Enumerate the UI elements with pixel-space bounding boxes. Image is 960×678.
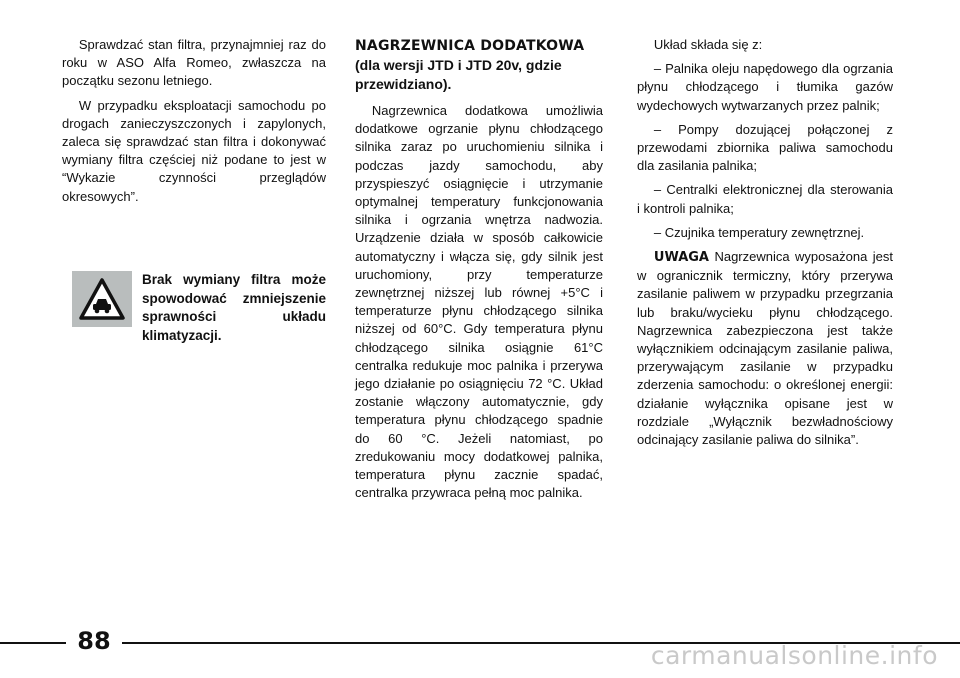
middle-column [355, 36, 603, 508]
filter-check-paragraph: Sprawdzać stan filtra, przynajmniej raz do roku w ASO Alfa Romeo, zwłaszcza na początku sezonu letniego. [62, 37, 326, 89]
heater-description-paragraph: Nagrzewnica dodatkowa umożliwia dodatkowe ogrzanie płynu chłodzącego silnika zaraz po uruchomieniu silnika i podczas jazdy samochodu, aby przyspieszyć osiągnięcie i utrzymanie optymalnej temperatury funkcjonowania silnika i ogrzania wnętrza nadwozia. Urządzenie działa w sposób całkowicie automatyczny i włącza się, gdy silnik jest uruchomiony, przy temperaturze zewnętrznej niższej lub równej +5°C i temperaturze płynu chłodzącego silnika niższej od 60°C. Gdy temperatura płynu chłodzącego silnika osiągnie 61°C centralka redukuje moc palnika i przerywa jego działanie po osiągnięciu 72 °C. Układ zostanie włączony automatycznie, gdy temperatura płynu chłodzącego spadnie do 60 °C. Jeżeli natomiast, po zredukowaniu mocy dodatkowej palnika, temperatura płynu zacznie spadać, centralka przywraca pełną moc palnika. [355, 103, 603, 501]
heading-title: NAGRZEWNICA DODATKOWA [355, 38, 585, 54]
warning-text: Brak wymiany filtra może spowodować zmniejszenie sprawności układu klimatyzacji. [142, 272, 326, 343]
watermark: carmanualsonline.info [650, 641, 938, 670]
note-text: Nagrzewnica wyposażona jest w ogranicznik termiczny, który przerywa zasilanie paliwem w przypadku przegrzania lub braku/wycieku płynu chłodzącego. Nagrzewnica zabezpieczona jest także wyłącznikiem odcinającym zasilanie paliwa, przerywającym zasilanie w przypadku zderzenia samochodu: o określonej energii: działanie wyłącznika opisane jest w rozdziale „Wyłącznik bezwładnościowy odcinający zasilanie paliwa do silnika”. [637, 249, 893, 448]
note-paragraph [637, 248, 893, 449]
warning-triangle-car-icon [72, 271, 132, 327]
footer-rule-left [0, 642, 66, 644]
component-item: – Palnika oleju napędowego dla ogrzania płynu chłodzącego i tłumika gazów wydechowych wytwarzanych przez palnik; [637, 61, 893, 113]
heading-subtitle: (dla wersji JTD i JTD 20v, gdzie przewidziano). [355, 57, 562, 92]
right-column [637, 36, 893, 455]
component-item: – Centralki elektronicznej dla sterowania i kontroli palnika; [637, 182, 893, 216]
note-label: UWAGA [653, 250, 709, 266]
component-item: – Pompy dozującej połączonej z przewodami zbiornika paliwa samochodu dla zasilania palnika; [637, 121, 893, 174]
page-number: 88 [77, 627, 111, 655]
system-intro: Układ składa się z: [653, 37, 763, 52]
warning-box [62, 271, 326, 345]
left-column [62, 36, 326, 212]
component-item: – Czujnika temperatury zewnętrznej. [653, 224, 865, 240]
section-heading [355, 36, 603, 94]
dusty-roads-paragraph: W przypadku eksploatacji samochodu po drogach zanieczyszczonych i zapylonych, zaleca się sprawdzać stan filtra i dokonywać wymiany filtra częściej niż podane to jest w “Wykazie czynności przeglądów okresowych”. [62, 97, 326, 204]
